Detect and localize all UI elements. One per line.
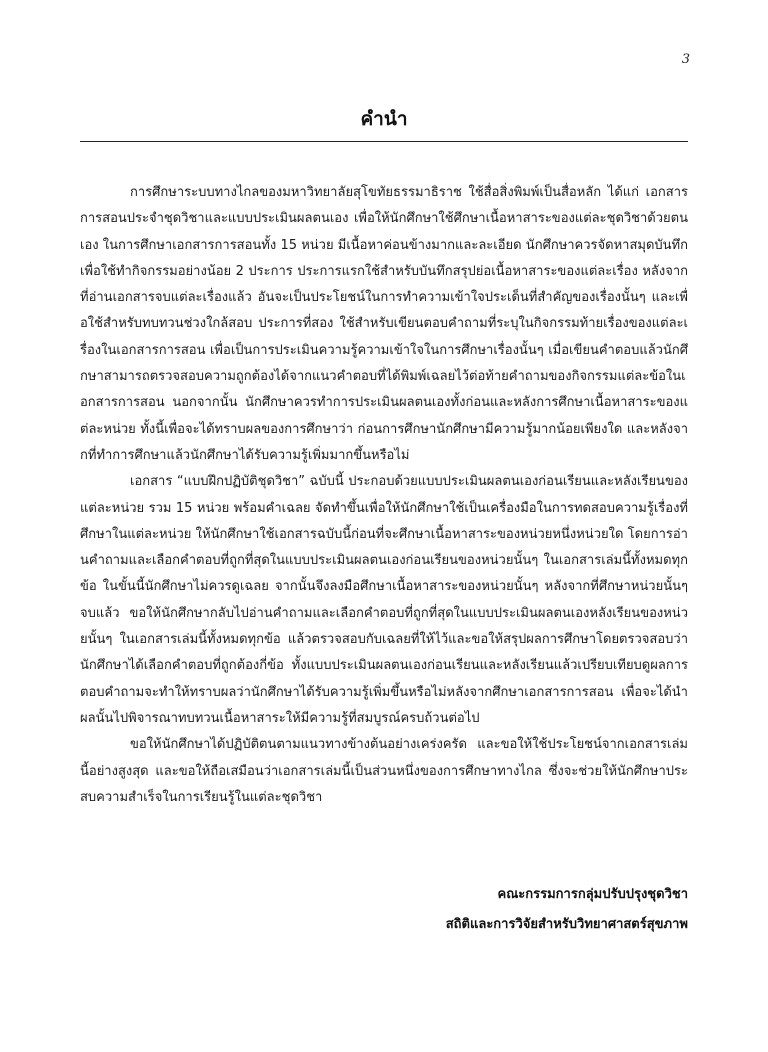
paragraph-1: การศึกษาระบบทางไกลของมหาวิทยาลัยสุโขทัยธรรมาธิราช ใช้สื่อสิ่งพิมพ์เป็นสื่อหลัก ได้แก่ เอกสารการสอนประจำชุดวิชาและแบบประเมินผลตนเอง เพื่อให้นักศึกษาใช้ศึกษาเนื้อหาสาระของแต่ละชุดวิชาด้วยตนเอง ในการศึกษาเอกสารการสอนทั้ง 15 หน่วย มีเนื้อหาค่อนข้างมากและละเอียด นักศึกษาควรจัดหาสมุดบันทึกเพื่อใช้ทำกิจกรรมอย่างน้อย 2 ประการ ประการแรกใช้สำหรับบันทึกสรุปย่อเนื้อหาสาระของแต่ละเรื่อง หลังจากที่อ่านเอกสารจบแต่ละเรื่องแล้ว อันจะเป็นประโยชน์ในการทำความเข้าใจประเด็นที่สำคัญของเรื่องนั้นๆ และเพื่อใช้สำหรับทบทวนช่วงใกล้สอบ ประการที่สอง ใช้สำหรับเขียนตอบคำถามที่ระบุในกิจกรรมท้ายเรื่องของแต่ละเรื่องในเอกสารการสอน เพื่อเป็นการประเมินความรู้ความเข้าใจในการศึกษาเรื่องนั้นๆ เมื่อเขียนคำตอบแล้วนักศึกษาสามารถตรวจสอบความถูกต้องได้จากแนวคำตอบที่ได้พิมพ์เฉลยไว้ต่อท้ายคำถามของกิจกรรมแต่ละข้อในเอกสารการสอน นอกจากนั้น นักศึกษาควรทำการประเมินผลตนเองทั้งก่อนและหลังการศึกษาเนื้อหาสาระของแต่ละหน่วย ทั้งนี้เพื่อจะได้ทราบผลของการศึกษาว่า ก่อนการศึกษานักศึกษามีความรู้มากน้อยเพียงใด และหลังจากที่ทำการศึกษาแล้วนักศึกษาได้รับความรู้เพิ่มมากขึ้นหรือไม่ <box>80 185 688 463</box>
signature-block <box>446 880 688 940</box>
page-title: คำนำ <box>360 108 408 130</box>
body-text <box>80 180 688 811</box>
signature-committee: คณะกรรมการกลุ่มปรับปรุงชุดวิชา <box>497 887 688 902</box>
paragraph-2: เอกสาร “แบบฝึกปฏิบัติชุดวิชา” ฉบับนี้ ประกอบด้วยแบบประเมินผลตนเองก่อนเรียนและหลังเรียนของแต่ละหน่วย รวม 15 หน่วย พร้อมคำเฉลย จัดทำขึ้นเพื่อให้นักศึกษาใช้เป็นเครื่องมือในการทดสอบความรู้เรื่องที่ศึกษาในแต่ละหน่วย ให้นักศึกษาใช้เอกสารฉบับนี้ก่อนที่จะศึกษาเนื้อหาสาระของหน่วยหนึ่งหน่วยใด โดยการอ่านคำถามและเลือกคำตอบที่ถูกที่สุดในแบบประเมินผลตนเองก่อนเรียนของหน่วยนั้นๆ ในเอกสารเล่มนี้ทั้งหมดทุกข้อ ในขั้นนี้นักศึกษาไม่ควรดูเฉลย จากนั้นจึงลงมือศึกษาเนื้อหาสาระของหน่วยนั้นๆ หลังจากที่ศึกษาหน่วยนั้นๆ จบแล้ว ขอให้นักศึกษากลับไปอ่านคำถามและเลือกคำตอบที่ถูกที่สุดในแบบประเมินผลตนเองหลังเรียนของหน่วยนั้นๆ ในเอกสารเล่มนี้ทั้งหมดทุกข้อ แล้วตรวจสอบกับเฉลยที่ให้ไว้และขอให้สรุปผลการศึกษาโดยตรวจสอบว่านักศึกษาได้เลือกคำตอบที่ถูกต้องกี่ข้อ ทั้งแบบประเมินผลตนเองก่อนเรียนและหลังเรียนแล้วเปรียบเทียบดูผลการตอบคำถามจะทำให้ทราบผลว่านักศึกษาได้รับความรู้เพิ่มขึ้นหรือไม่หลังจากศึกษาเอกสารการสอน เพื่อจะได้นำผลนั้นไปพิจารณาทบทวนเนื้อหาสาระให้มีความรู้ที่สมบูรณ์ครบถ้วนต่อไป <box>80 474 688 726</box>
signature-subject: สถิติและการวิจัยสำหรับวิทยาศาสตร์สุขภาพ <box>445 917 688 932</box>
page-number: 3 <box>681 52 690 67</box>
paragraph-3: ขอให้นักศึกษาได้ปฏิบัติตนตามแนวทางข้างต้นอย่างเคร่งครัด และขอให้ใช้ประโยชน์จากเอกสารเล่มนี้อย่างสูงสุด และขอให้ถือเสมือนว่าเอกสารเล่มนี้เป็นส่วนหนึ่งของการศึกษาทางไกล ซึ่งจะช่วยให้นักศึกษาประสบความสำเร็จในการเรียนรู้ในแต่ละชุดวิชา <box>80 737 688 805</box>
title-divider <box>80 141 688 142</box>
